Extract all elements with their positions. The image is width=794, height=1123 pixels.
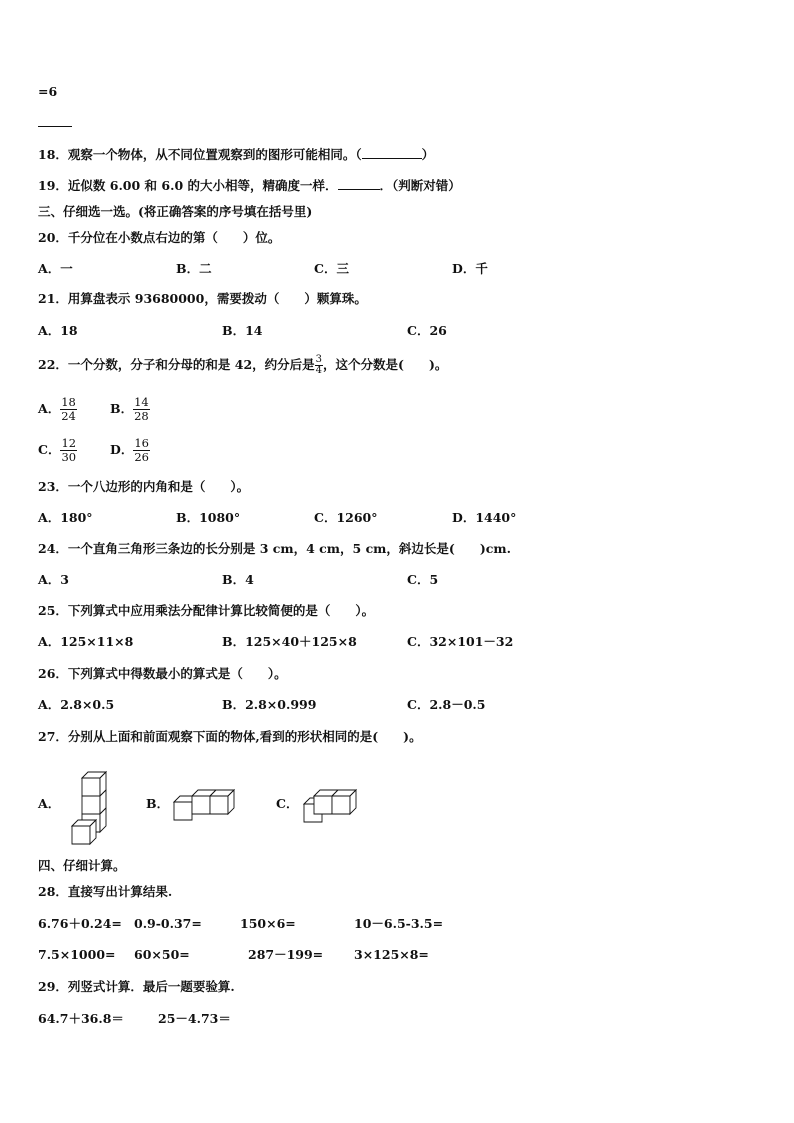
fraction-denominator: 24: [61, 409, 76, 423]
fraction-denominator: 4: [315, 365, 323, 376]
calc-item: 7.5×1000=: [38, 947, 116, 962]
cube-pair-figure: [304, 790, 358, 824]
fraction-denominator: 28: [134, 409, 149, 423]
fraction-numerator: 16: [134, 436, 149, 450]
section-three-heading: 三、仔细选一选。(将正确答案的序号填在括号里): [38, 204, 313, 219]
question-19-text: 19．近似数 6.00 和 6.0 的大小相等，精确度一样．: [38, 178, 338, 193]
question-19-end: ．（判断对错）: [379, 178, 461, 193]
calc-item: 150×6=: [240, 916, 296, 931]
question-19: [38, 177, 461, 194]
option-label: C．: [38, 442, 61, 457]
option-fraction: [60, 396, 77, 423]
question-22-text-before: 22．一个分数，分子和分母的和是 42，约分后是: [38, 357, 315, 372]
option-label: A．: [38, 401, 61, 416]
q25-option-a[interactable]: A．125×11×8: [38, 634, 134, 649]
calc-item: 25－4.73＝: [158, 1011, 231, 1026]
fraction-numerator: 18: [61, 395, 76, 409]
section-four-heading: 四、仔细计算。: [38, 858, 126, 873]
answer-blank-19[interactable]: [338, 177, 380, 190]
q27-option-c[interactable]: C．: [276, 796, 299, 811]
q25-option-b[interactable]: B．125×40＋125×8: [222, 634, 357, 649]
q24-option-c[interactable]: C．5: [407, 572, 439, 587]
question-24-stem: 24．一个直角三角形三条边的长分别是 3 cm，4 cm，5 cm，斜边长是( )cm.: [38, 541, 511, 556]
q22-option-a[interactable]: [38, 394, 77, 424]
cube-row-figure: [174, 790, 244, 824]
option-fraction: [133, 437, 150, 464]
question-18-text: 18．观察一个物体，从不同位置观察到的图形可能相同。（: [38, 147, 362, 162]
question-20-stem: 20．千分位在小数点右边的第（ ）位。: [38, 230, 281, 245]
answer-blank-18[interactable]: [362, 146, 422, 159]
question-22-text-after: ，这个分数是( )。: [323, 357, 448, 372]
question-21-stem: 21．用算盘表示 93680000，需要拨动（ ）颗算珠。: [38, 291, 367, 306]
question-22-fraction: [315, 355, 323, 376]
q26-option-b[interactable]: B．2.8×0.999: [222, 697, 317, 712]
question-22-stem: [38, 352, 447, 378]
q20-option-c[interactable]: C．三: [314, 261, 349, 276]
calc-item: 64.7＋36.8＝: [38, 1011, 124, 1026]
q23-option-d[interactable]: D．1440°: [452, 510, 517, 525]
fraction-denominator: 30: [61, 450, 77, 464]
q27-option-b[interactable]: B．: [146, 796, 170, 811]
header-fragment: =6: [38, 84, 58, 99]
question-18: [38, 146, 434, 163]
fraction-numerator: 3: [315, 354, 323, 365]
q24-option-b[interactable]: B．4: [222, 572, 254, 587]
question-27-stem: 27．分别从上面和前面观察下面的物体,看到的形状相同的是( )。: [38, 729, 422, 744]
q26-option-c[interactable]: C．2.8－0.5: [407, 697, 486, 712]
q27-option-a[interactable]: A．: [38, 796, 61, 811]
q20-option-b[interactable]: B．二: [176, 261, 212, 276]
question-18-end: ）: [421, 147, 435, 162]
option-fraction: [60, 437, 77, 464]
q22-option-b[interactable]: [110, 394, 150, 424]
calc-item: 10－6.5-3.5=: [354, 916, 444, 931]
calc-item: 0.9-0.37=: [134, 916, 202, 931]
q22-option-c[interactable]: [38, 435, 77, 465]
calc-item: 60×50=: [134, 947, 190, 962]
q23-option-c[interactable]: C．1260°: [314, 510, 378, 525]
q25-option-c[interactable]: C．32×101－32: [407, 634, 514, 649]
divider: [38, 126, 72, 127]
stacked-cubes-figure: [64, 768, 114, 848]
q24-option-a[interactable]: A．3: [38, 572, 69, 587]
calc-item: 6.76＋0.24=: [38, 916, 122, 931]
option-label: B．: [110, 401, 134, 416]
question-26-stem: 26．下列算式中得数最小的算式是（ ）。: [38, 666, 287, 681]
q21-option-c[interactable]: C．26: [407, 323, 447, 338]
question-28-stem: 28．直接写出计算结果.: [38, 884, 173, 899]
q20-option-d[interactable]: D．千: [452, 261, 488, 276]
q20-option-a[interactable]: A．一: [38, 261, 73, 276]
fraction-numerator: 12: [61, 436, 77, 450]
q21-option-a[interactable]: A．18: [38, 323, 78, 338]
question-29-stem: 29．列竖式计算．最后一题要验算.: [38, 979, 235, 994]
question-25-stem: 25．下列算式中应用乘法分配律计算比较简便的是（ ）。: [38, 603, 375, 618]
q23-option-b[interactable]: B．1080°: [176, 510, 241, 525]
q21-option-b[interactable]: B．14: [222, 323, 263, 338]
calc-item: 287－199=: [248, 947, 324, 962]
q26-option-a[interactable]: A．2.8×0.5: [38, 697, 115, 712]
fraction-denominator: 26: [134, 450, 149, 464]
option-fraction: [133, 396, 150, 423]
fraction-numerator: 14: [134, 395, 149, 409]
question-23-stem: 23．一个八边形的内角和是（ ）。: [38, 479, 250, 494]
q22-option-d[interactable]: [110, 435, 150, 465]
q23-option-a[interactable]: A．180°: [38, 510, 93, 525]
calc-item: 3×125×8=: [354, 947, 429, 962]
option-label: D．: [110, 442, 134, 457]
